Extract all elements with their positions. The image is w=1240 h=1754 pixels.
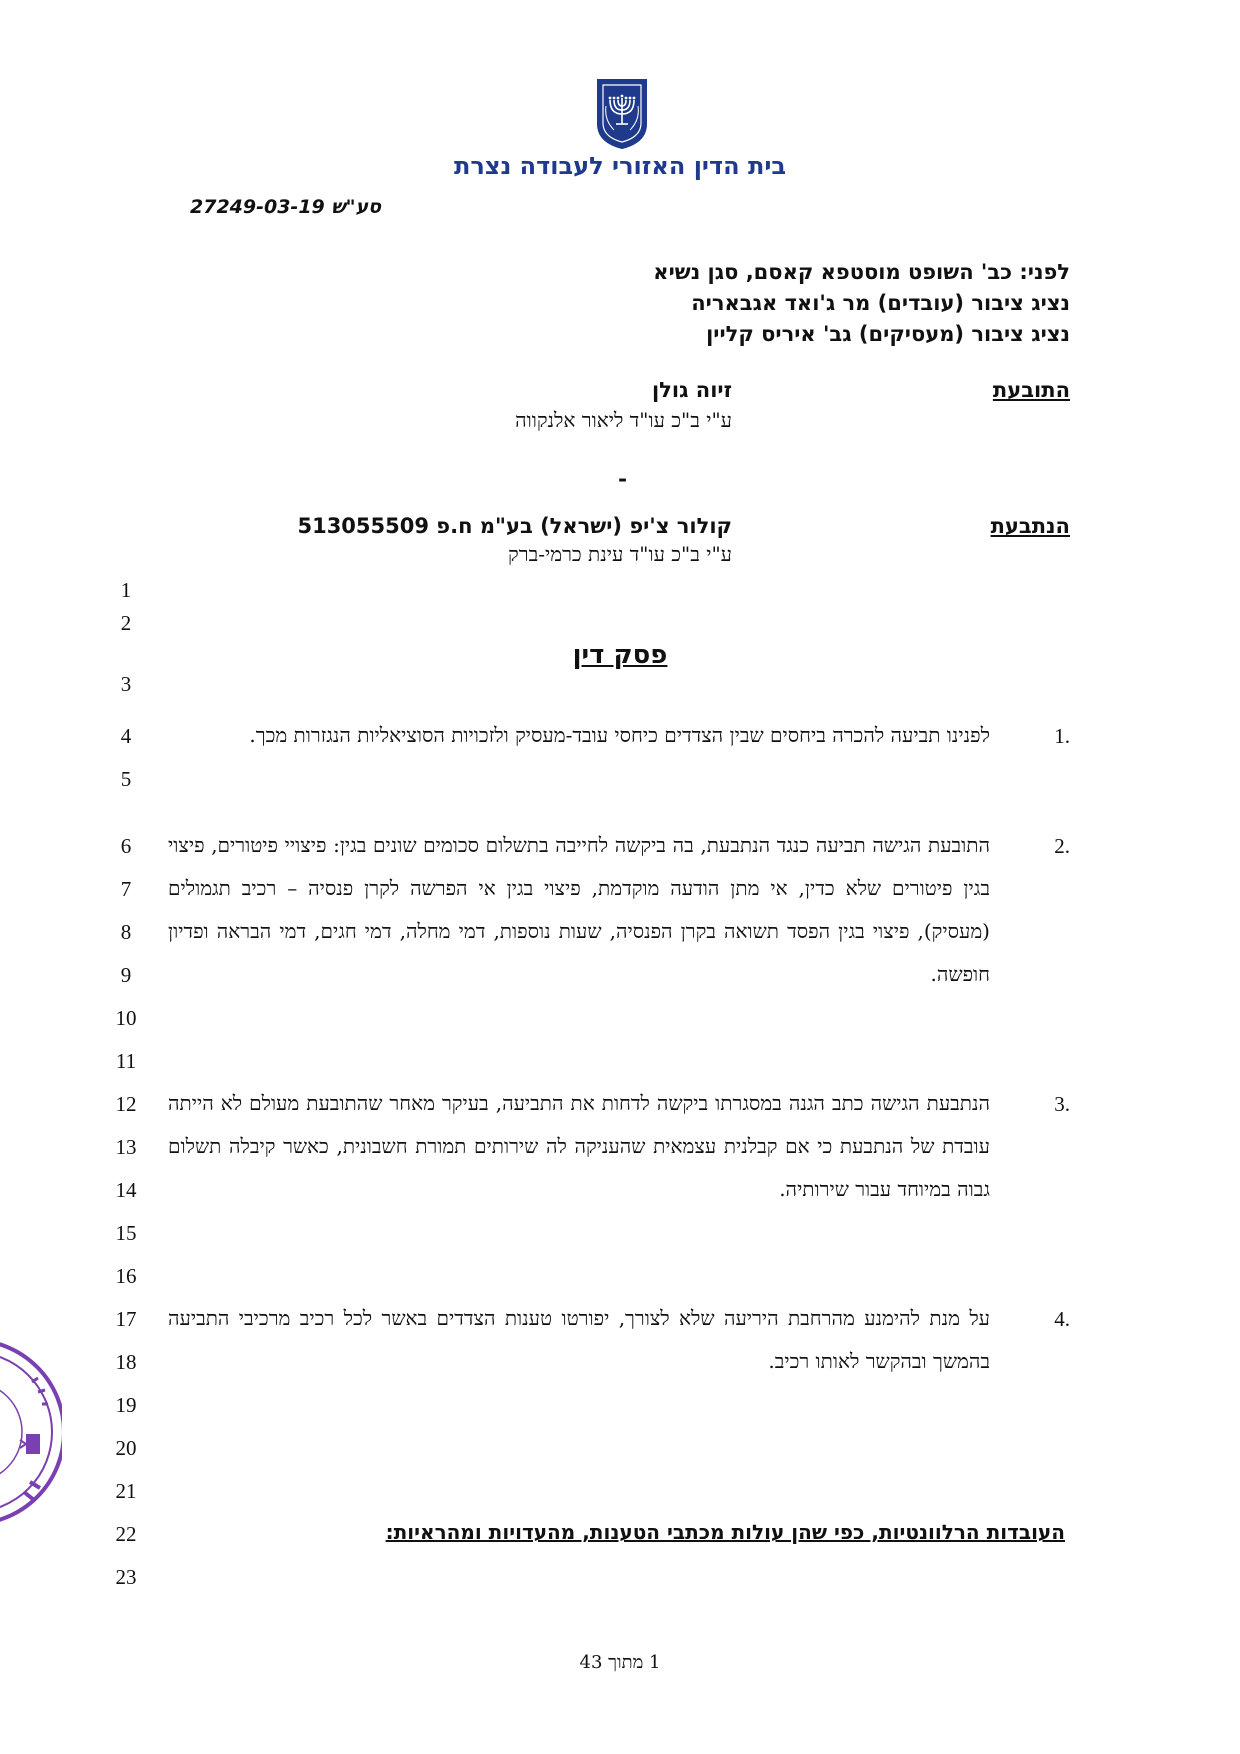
plaintiff-counsel: ע"י ב"כ עו"ד ליאור אלנקווה	[515, 408, 732, 432]
paragraph-number: 3.	[1054, 1092, 1070, 1116]
section-heading: העובדות הרלוונטיות, כפי שהן עולות מכתבי הטענות, מהעדויות ומהראיות:	[385, 1520, 1065, 1544]
line-number: 8	[120, 920, 132, 944]
line-number: 3	[120, 672, 132, 696]
paragraph-text: לפנינו תביעה להכרה ביחסים שבין הצדדים כיחסי עובד-מעסיק ולזכויות הסוציאליות הנגזרות מכך.	[249, 723, 990, 747]
paragraph-text: הנתבעת הגישה כתב הגנה במסגרתו ביקשה לדחות את התביעה, בעיקר מאחר שהתובעת מעולם לא הייתה עובדת של הנתבעת כי אם קבלנית עצמאית שהעניקה לה שירותים תמורת חשבונית, כאשר קיבלה תשלום גבוה במיוחד עבור שירותיה.	[168, 1091, 990, 1201]
page-current: 1	[649, 1652, 661, 1673]
line-number: 21	[115, 1479, 137, 1503]
line-number: 7	[120, 877, 132, 901]
line-number: 9	[120, 963, 132, 987]
line-number: 13	[115, 1135, 137, 1159]
court-stamp-icon	[0, 1322, 62, 1542]
line-number: 17	[115, 1307, 137, 1331]
paragraph-number: 2.	[1054, 834, 1070, 858]
line-number: 5	[120, 767, 132, 791]
line-number: 4	[120, 724, 132, 748]
panel-judge: לפני: כב' השופט מוסטפא קאסם, סגן נשיא	[653, 260, 1070, 284]
line-number: 20	[115, 1436, 137, 1460]
defendant-counsel: ע"י ב"כ עו"ד עינת כרמי-ברק	[508, 542, 732, 566]
line-number: 14	[115, 1178, 137, 1202]
line-number: 6	[120, 834, 132, 858]
judicial-panel	[653, 257, 1070, 350]
defendant-label: הנתבעת	[990, 514, 1070, 538]
line-number: 22	[115, 1522, 137, 1546]
line-number: 16	[115, 1264, 137, 1288]
page-total: 43	[579, 1652, 603, 1673]
line-number: 15	[115, 1221, 137, 1245]
line-number: 11	[115, 1049, 137, 1073]
line-number: 19	[115, 1393, 137, 1417]
panel-rep-workers: נציג ציבור (עובדים) מר ג'ואד אגבאריה	[691, 291, 1070, 315]
line-number: 10	[115, 1006, 137, 1030]
case-number: סע"ש 27249-03-19	[190, 196, 382, 218]
line-number: 23	[115, 1565, 137, 1589]
paragraph-number: 4.	[1054, 1307, 1070, 1331]
panel-rep-employers: נציג ציבור (מעסיקים) גב' איריס קליין	[706, 322, 1070, 346]
line-number: 1	[120, 578, 132, 602]
court-name: בית הדין האזורי לעבודה נצרת	[453, 152, 787, 180]
defendant-name: קולור צ'יפ (ישראל) בע"מ ח.פ 513055509	[297, 514, 732, 538]
state-emblem-icon	[594, 76, 650, 150]
paragraph-text: התובעת הגישה תביעה כנגד הנתבעת, בה ביקשה לחייבה בתשלום סכומים שונים בגין: פיצויי פיטורים, פיצוי בגין פיטורים שלא כדין, אי מתן הודעה מוקדמת, פיצוי בגין אי הפרשה לקרן פנסיה – רכיב תגמולים (מעסיק), פיצוי בגין הפסד תשואה בקרן הפנסיה, שעות נוספות, דמי מחלה, דמי חגים, דמי הבראה ופדיון חופשה.	[168, 833, 990, 986]
plaintiff-label: התובעת	[992, 378, 1070, 402]
page-word: מתוך	[608, 1652, 644, 1673]
line-number: 12	[115, 1092, 137, 1116]
party-separator: -	[618, 466, 628, 492]
document-title: פסק דין	[572, 640, 668, 670]
paragraph-text: על מנת להימנע מהרחבת היריעה שלא לצורך, יפורטו טענות הצדדים באשר לכל רכיב מרכיבי התביעה בהמשך ובהקשר לאותו רכיב.	[168, 1306, 990, 1373]
paragraph-number: 1.	[1054, 724, 1070, 748]
page-footer	[0, 1652, 1240, 1673]
line-number: 18	[115, 1350, 137, 1374]
plaintiff-name: זיוה גולן	[651, 378, 732, 402]
line-number: 2	[120, 611, 132, 635]
